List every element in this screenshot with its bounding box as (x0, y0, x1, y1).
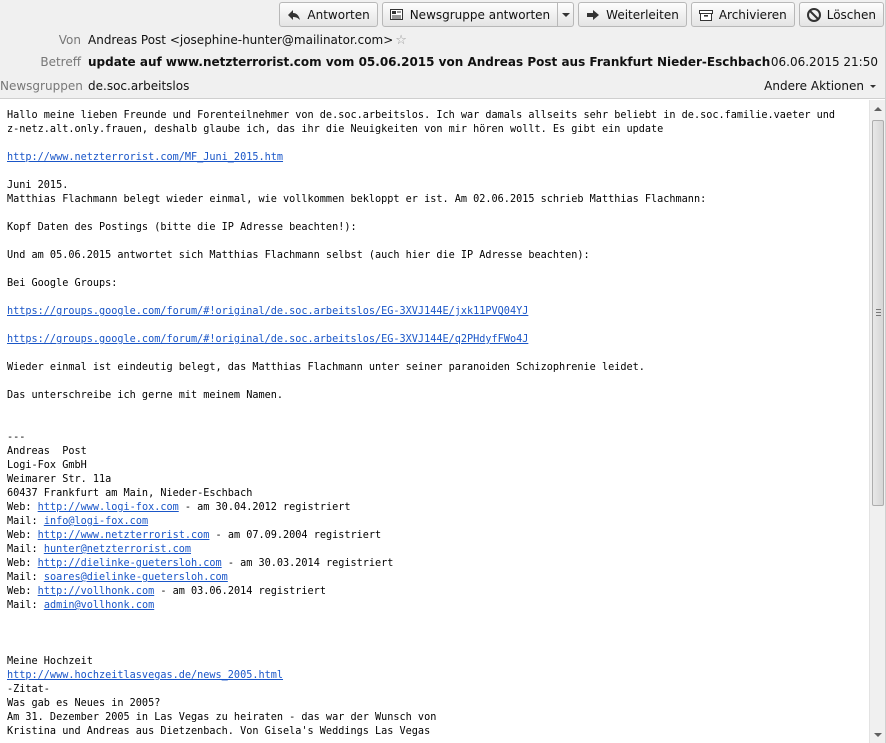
body-text: Hallo meine lieben Freunde und Forenteilnehmer von de.soc.arbeitslos. Ich war damals allseits sehr beliebt in de.soc.familie.vaeter und z-netz.alt.only.frauen, deshalb glaube ich, das ihr die Neuigkeiten von mir hören wollt. Es gibt ein update (7, 110, 836, 135)
subject-value: update auf www.netzterrorist.com vom 05.06.2015 von Andreas Post aus Frankfurt Nieder-Eschbach (88, 55, 771, 69)
scrollbar-thumb[interactable] (872, 120, 884, 506)
no-entry-icon (806, 7, 822, 23)
newsgroups-label: Newsgruppen (0, 79, 83, 93)
reply-newsgroup-dropdown[interactable] (557, 2, 574, 27)
signature-text: Web: (7, 586, 32, 597)
signature-link[interactable]: admin@vollhonk.com (43, 600, 155, 611)
reply-button[interactable] (279, 2, 377, 27)
delete-button[interactable] (799, 2, 884, 27)
other-actions-menu[interactable] (764, 79, 876, 93)
signature-link[interactable]: http://vollhonk.com (37, 586, 155, 597)
subject-label: Betreff (40, 55, 81, 69)
signature-link[interactable]: http://dielinke-guetersloh.com (37, 558, 222, 569)
body-text: -Zitat- Was gab es Neues in 2005? Am 31. Dezember 2005 in Las Vegas zu heiraten - das war der Wunsch von Kristina und Andreas aus Dietzenbach. Von Gisela's Weddings Las Vegas (7, 684, 437, 737)
chevron-down-icon (562, 13, 570, 17)
newsgroups-value[interactable]: de.soc.arbeitslos (88, 79, 190, 93)
forward-label: Weiterleiten (606, 7, 679, 22)
body-text: Wieder einmal ist eindeutig belegt, das Matthias Flachmann unter seiner paranoiden Schizophrenie leidet. Das unterschreibe ich gerne mit meinem Namen. --- Andreas Post Logi-Fox GmbH Weimarer Str. 11a 60437 Frankfurt am Main, Nieder-Eschbach Web: (7, 362, 645, 513)
body-link[interactable]: https://groups.google.com/forum/#!original/de.soc.arbeitslos/EG-3XVJ144E/q2PHdyfFWo4J (7, 334, 529, 345)
scroll-down-button[interactable] (870, 726, 886, 743)
body-text: Meine Hochzeit (7, 656, 93, 667)
archive-button[interactable] (691, 2, 795, 27)
star-icon[interactable]: ☆ (395, 33, 407, 48)
body-link[interactable]: http://www.hochzeitlasvegas.de/news_2005.html (7, 670, 284, 681)
signature-link[interactable]: hunter@netzterrorist.com (43, 544, 192, 555)
from-row (88, 33, 407, 48)
signature-link[interactable]: info@logi-fox.com (43, 516, 149, 527)
signature-text: - am 30.04.2012 registriert Mail: (7, 502, 351, 527)
triangle-up-icon (874, 107, 882, 111)
message-toolbar (279, 2, 884, 27)
body-link[interactable]: http://www.netzterrorist.com/MF_Juni_2015.htm (7, 152, 284, 163)
reply-label: Antworten (307, 7, 370, 22)
triangle-down-icon (874, 733, 882, 737)
body-link[interactable]: https://groups.google.com/forum/#!original/de.soc.arbeitslos/EG-3XVJ144E/jxk11PVQ04YJ (7, 306, 529, 317)
forward-arrow-icon (585, 7, 601, 23)
delete-label: Löschen (826, 7, 876, 22)
reply-newsgroup-label: Newsgruppe antworten (409, 7, 551, 22)
newsgroup-icon (389, 7, 405, 23)
signature-link[interactable]: http://www.netzterrorist.com (37, 530, 210, 541)
from-value[interactable]: Andreas Post <josephine-hunter@mailinator.com> (88, 33, 394, 47)
vertical-scrollbar[interactable] (869, 100, 886, 743)
forward-button[interactable] (578, 2, 687, 27)
signature-text: Web: (7, 530, 32, 541)
reply-newsgroup-split (382, 2, 574, 27)
message-text (7, 109, 835, 739)
message-date: 06.06.2015 21:50 (770, 55, 878, 69)
signature-text: - am 03.06.2014 registriert Mail: (7, 586, 326, 611)
grip-icon (876, 309, 881, 316)
signature-text: - am 30.03.2014 registriert Mail: (7, 558, 394, 583)
archive-label: Archivieren (718, 7, 787, 22)
from-label: Von (58, 33, 81, 47)
signature-link[interactable]: soares@dielinke-guetersloh.com (43, 572, 228, 583)
body-text: Juni 2015. Matthias Flachmann belegt wieder einmal, wie vollkommen bekloppt er ist. Am 02.06.2015 schrieb Matthias Flachmann: Kopf Daten des Postings (bitte die IP Adresse beachten!): Und am 05.06.2015 antwortet sich Matthias Flachmann selbst (auch hier die IP Adresse beachten): Bei Google Groups: (7, 180, 707, 289)
reply-newsgroup-button[interactable] (382, 2, 558, 27)
signature-text: - am 07.09.2004 registriert Mail: (7, 530, 382, 555)
archive-box-icon (698, 7, 714, 23)
message-body (1, 100, 869, 743)
chevron-down-icon (870, 85, 876, 88)
message-header (0, 0, 886, 99)
signature-link[interactable]: http://www.logi-fox.com (37, 502, 179, 513)
signature-text: Web: (7, 558, 32, 569)
other-actions-label: Andere Aktionen (764, 79, 864, 93)
scroll-up-button[interactable] (870, 100, 886, 117)
reply-arrow-icon (286, 7, 302, 23)
